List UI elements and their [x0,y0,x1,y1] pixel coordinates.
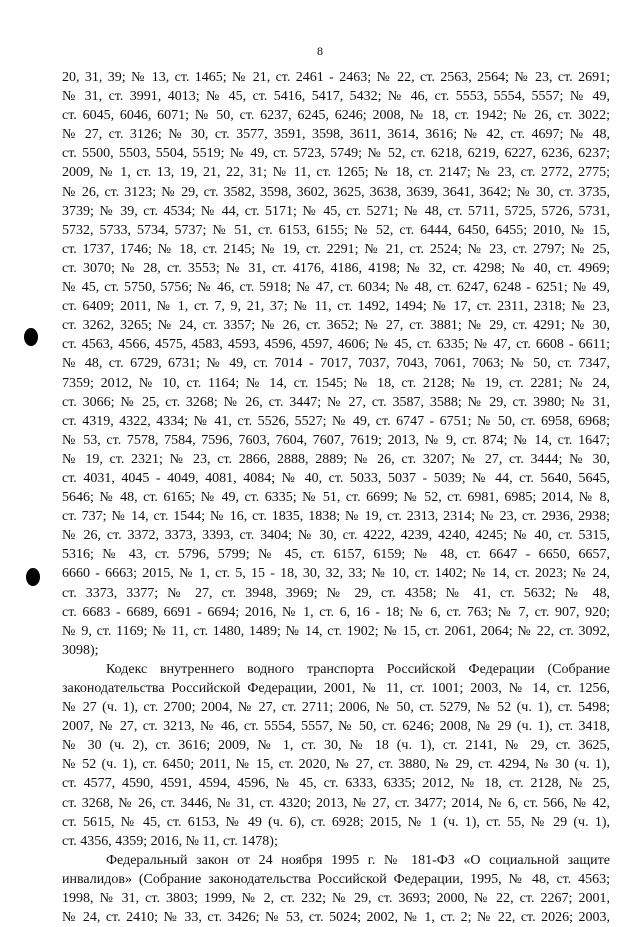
text-line: 1998, № 31, ст. 3803; 1999, № 2, ст. 232; № 29, ст. 3693; 2000, № 22, ст. 2267; 2001, [62,891,610,907]
text-line: ст. 3070; № 28, ст. 3553; № 31, ст. 4176, 4186, 4198; № 32, ст. 4298; № 40, ст. 4969; [62,260,610,276]
text-line: № 24, ст. 2410; № 33, ст. 3426; № 53, ст. 5024; 2002, № 1, ст. 2; № 22, ст. 2026; 2003, [62,910,610,926]
text-line: № 45, ст. 5750, 5756; № 46, ст. 5918; № 47, ст. 6034; № 48, ст. 6247, 6248 - 6251; № 49, [62,280,610,296]
text-line: 20, 31, 39; № 13, ст. 1465; № 21, ст. 2461 - 2463; № 22, ст. 2563, 2564; № 23, ст. 2691; [62,70,610,85]
text-line: ст. 1737, 1746; № 18, ст. 2145; № 19, ст. 2291; № 21, ст. 2524; № 23, ст. 2797; № 25, [62,241,610,257]
text-line: ст. 5615, № 45, ст. 6153, № 49 (ч. 6), ст. 6928; 2015, № 1 (ч. 1), ст. 55, № 29 (ч. 1), [62,814,610,830]
text-line: законодательства Российской Федерации, 2001, № 11, ст. 1001; 2003, № 14, ст. 1256, [62,681,610,696]
text-line: 5732, 5733, 5734, 5737; № 51, ст. 6153, 6155; № 52, ст. 6444, 6450, 6455; 2010, № 15, [62,222,610,238]
page-number: 8 [317,44,323,58]
text-line: ст. 3066; № 25, ст. 3268; № 26, ст. 3447; № 27, ст. 3587, 3588; № 29, ст. 3980; № 31, [62,394,610,410]
text-line: № 30 (ч. 2), ст. 3616; 2009, № 1, ст. 30, № 18 (ч. 1), ст. 2141, № 29, ст. 3625, [62,738,610,754]
document-body [62,68,610,927]
text-line: ст. 4031, 4045 - 4049, 4081, 4084; № 40, ст. 5033, 5037 - 5039; № 44, ст. 5640, 5645, [62,470,610,486]
text-line: № 26, ст. 3372, 3373, 3393, ст. 3404; № 30, ст. 4222, 4239, 4240, 4245; № 40, ст. 5315, [62,528,610,544]
paragraph-amendments-continuation [62,68,610,660]
text-line: № 26, ст. 3123; № 29, ст. 3582, 3598, 3602, 3625, 3638, 3639, 3641, 3642; № 30, ст. 3735, [62,184,610,200]
text-line: ст. 4577, 4590, 4591, 4594, 4596, № 45, ст. 6333, 6335; 2012, № 18, ст. 2128, № 25, [62,776,610,792]
text-line: ст. 6409; 2011, № 1, ст. 7, 9, 21, 37; № 11, ст. 1492, 1494; № 17, ст. 2311, 2318; № 23, [62,299,610,315]
text-line: ст. 6683 - 6689, 6691 - 6694; 2016, № 1, ст. 6, 16 - 18; № 6, ст. 763; № 7, ст. 907, 920; [62,604,610,620]
text-line: 5316; № 43, ст. 5796, 5799; № 45, ст. 6157, 6159; № 48, ст. 6647 - 6650, 6657, [62,547,610,563]
paragraph-disability-protection-law [62,851,610,927]
text-line: 3739; № 39, ст. 4534; № 44, ст. 5171; № 45, ст. 5271; № 48, ст. 5711, 5725, 5726, 5731, [62,203,610,219]
text-line: 5646; № 48, ст. 6165; № 49, ст. 6335; № 51, ст. 6699; № 52, ст. 6981, 6985; 2014, № 8, [62,490,610,506]
text-line: ст. 5500, 5503, 5504, 5519; № 49, ст. 5723, 5749; № 52, ст. 6218, 6219, 6227, 6236, 6237; [62,146,610,162]
text-line: № 31, ст. 3991, 4013; № 45, ст. 5416, 5417, 5432; № 46, ст. 5553, 5554, 5557; № 49, [62,89,610,105]
paragraph-inland-water-transport-code [62,660,610,851]
punch-hole-mark [24,328,38,346]
text-line: № 27, ст. 3126; № 30, ст. 3577, 3591, 3598, 3611, 3614, 3616; № 42, ст. 4697; № 48, [62,127,610,143]
text-line: № 52 (ч. 1), ст. 6450; 2011, № 15, ст. 2020, № 27, ст. 3880, № 29, ст. 4294, № 30 (ч. 1), [62,757,610,773]
text-line: Федеральный закон от 24 ноября 1995 г. № 181-ФЗ «О социальной защите [106,852,610,868]
text-line: ст. 4356, 4359; 2016, № 11, ст. 1478); [62,833,278,849]
text-line: № 19, ст. 2321; № 23, ст. 2866, 2888, 2889; № 26, ст. 3207; № 27, ст. 3444; № 30, [62,451,610,467]
text-line: ст. 6045, 6046, 6071; № 50, ст. 6237, 6245, 6246; 2008, № 18, ст. 1942; № 26, ст. 3022; [62,108,610,124]
text-line: ст. 3268, № 26, ст. 3446, № 31, ст. 4320; 2013, № 27, ст. 3477; 2014, № 6, ст. 566, № 42, [62,795,610,811]
text-line: ст. 4319, 4322, 4334; № 41, ст. 5526, 5527; № 49, ст. 6747 - 6751; № 50, ст. 6958, 6968; [62,413,610,429]
text-line: 2009, № 1, ст. 13, 19, 21, 22, 31; № 11, ст. 1265; № 18, ст. 2147; № 23, ст. 2772, 2775; [62,165,610,181]
text-line: № 48, ст. 6729, 6731; № 49, ст. 7014 - 7017, 7037, 7043, 7061, 7063; № 50, ст. 7347, [62,356,610,372]
text-line: 2007, № 27, ст. 3213, № 46, ст. 5554, 5557, № 50, ст. 6246; 2008, № 29 (ч. 1), ст. 3418, [62,719,610,735]
text-line: ст. 737; № 14, ст. 1544; № 16, ст. 1835, 1838; № 19, ст. 2313, 2314; № 23, ст. 2936, 2938; [62,509,610,525]
text-line: № 53, ст. 7578, 7584, 7596, 7603, 7604, 7607, 7619; 2013, № 9, ст. 874; № 14, ст. 1647; [62,432,610,448]
text-line: ст. 3262, 3265; № 24, ст. 3357; № 26, ст. 3652; № 27, ст. 3881; № 29, ст. 4291; № 30, [62,318,610,334]
text-line: инвалидов» (Собрание законодательства Российской Федерации, 1995, № 48, ст. 4563; [62,871,610,887]
text-line: Кодекс внутреннего водного транспорта Российской Федерации (Собрание [106,661,610,677]
text-line: 7359; 2012, № 10, ст. 1164; № 14, ст. 1545; № 18, ст. 2128; № 19, ст. 2281; № 24, [62,375,610,391]
text-line: 3098); [62,642,99,658]
text-line: ст. 3373, 3377; № 27, ст. 3948, 3969; № 29, ст. 4358; № 41, ст. 5632; № 48, [62,585,610,601]
punch-hole-mark [26,568,40,586]
text-line: № 9, ст. 1169; № 11, ст. 1480, 1489; № 14, ст. 1902; № 15, ст. 2061, 2064; № 22, ст. 3092, [62,623,610,639]
text-line: ст. 4563, 4566, 4575, 4583, 4593, 4596, 4597, 4606; № 45, ст. 6335; № 47, ст. 6608 - 6611; [62,337,610,353]
text-line: 6660 - 6663; 2015, № 1, ст. 5, 15 - 18, 30, 32, 33; № 10, ст. 1402; № 14, ст. 2023; № 24, [62,566,610,582]
text-line: № 27 (ч. 1), ст. 2700; 2004, № 27, ст. 2711; 2006, № 50, ст. 5279, № 52 (ч. 1), ст. 5498; [62,700,610,716]
